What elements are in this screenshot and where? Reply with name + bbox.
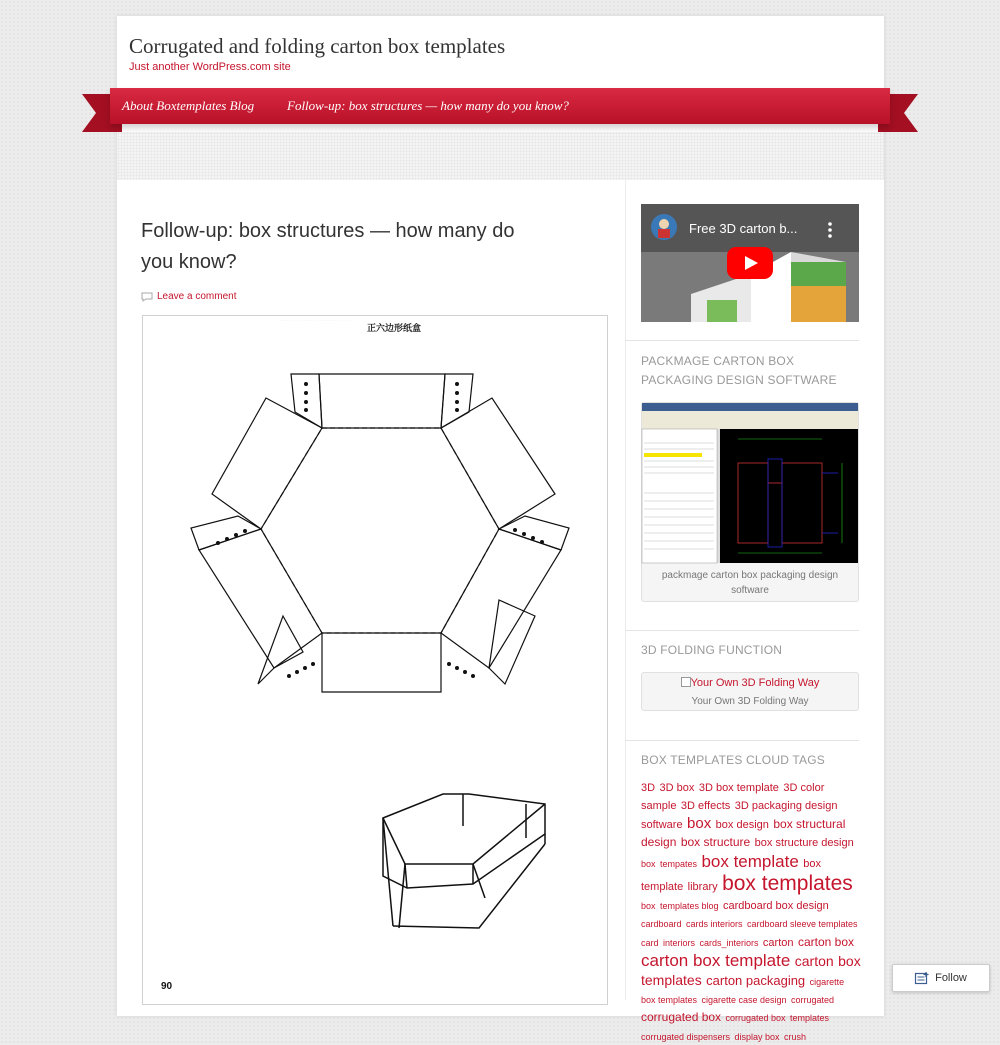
tag-link[interactable]: box structure	[680, 835, 751, 850]
nav-item-about[interactable]: About Boxtemplates Blog	[122, 98, 255, 113]
folding-image-link[interactable]	[642, 677, 858, 689]
more-options-icon[interactable]	[827, 222, 833, 238]
post-title[interactable]: Follow-up: box structures — how many do you know?	[141, 220, 515, 273]
youtube-video-embed[interactable]	[641, 204, 859, 322]
tag-link[interactable]: 3D color sample	[641, 782, 825, 813]
folding-caption: Your Own 3D Folding Way	[691, 696, 809, 707]
nav-ribbon	[82, 88, 918, 132]
follow-icon	[915, 972, 929, 984]
tag-link[interactable]: cards_interiors	[699, 937, 759, 948]
packmage-widget-title: PACKMAGE CARTON BOX PACKAGING DESIGN SOFTWARE	[641, 354, 837, 387]
site-title[interactable]: Corrugated and folding carton box templates	[129, 34, 506, 58]
tag-link[interactable]: box template	[701, 851, 799, 871]
tag-link[interactable]: carton	[794, 953, 834, 970]
tag-link[interactable]: 3D box template	[698, 782, 779, 794]
comment-row	[141, 291, 237, 302]
tags-widget-title: BOX TEMPLATES CLOUD TAGS	[641, 753, 825, 767]
tag-link[interactable]: card	[641, 937, 659, 948]
tag-link[interactable]: crush	[784, 1031, 807, 1042]
tag-link[interactable]: library	[687, 880, 718, 893]
sidebar-divider	[625, 180, 626, 1000]
widget-separator	[625, 340, 859, 341]
tag-link[interactable]: cigarette case design	[701, 995, 787, 1006]
tag-link[interactable]: corrugated	[791, 995, 835, 1006]
tag-link[interactable]: carton packaging	[706, 972, 806, 988]
folding-card	[641, 672, 859, 711]
tag-link[interactable]: 3D box	[659, 782, 695, 794]
tag-link[interactable]: cigarette box templates	[641, 976, 845, 1006]
comment-icon	[141, 292, 153, 302]
leave-comment-link[interactable]: Leave a comment	[157, 291, 237, 302]
nav-item-follow-up[interactable]: Follow-up: box structures — how many do you know?	[287, 98, 569, 113]
tag-link[interactable]: templates	[790, 1013, 830, 1024]
figure-page-number: 90	[161, 981, 173, 992]
play-icon[interactable]	[727, 247, 773, 279]
folding-widget-title: 3D FOLDING FUNCTION	[641, 643, 783, 657]
packmage-software-screenshot[interactable]	[642, 403, 858, 563]
tag-link[interactable]: box template	[641, 857, 821, 893]
channel-avatar[interactable]	[651, 214, 677, 240]
figure-title: 正六边形纸盒	[367, 324, 422, 334]
tag-link[interactable]: carton	[762, 936, 794, 949]
nav-bar	[110, 88, 890, 124]
tag-link[interactable]: box templates	[722, 871, 853, 895]
site-description: Just another WordPress.com site	[129, 61, 291, 73]
box-diagram-figure	[142, 315, 608, 1005]
tag-link[interactable]: 3D packaging design software	[641, 800, 838, 831]
tag-link[interactable]: carton box	[797, 934, 854, 949]
tag-link[interactable]: box structure design	[754, 837, 854, 850]
tag-link[interactable]: cardboard sleeve templates	[746, 919, 858, 930]
tag-link[interactable]: carton box template	[641, 951, 791, 971]
tag-link[interactable]: box	[687, 814, 712, 832]
packmage-card	[641, 402, 859, 602]
widget-separator	[625, 740, 859, 741]
header-texture	[117, 132, 884, 180]
tag-link[interactable]: corrugated box	[641, 1010, 722, 1025]
figure-header-text: · · · · · · · · · · · · · · · · · · · · · · · · · · · · · · · · · · · · · · · ·	[278, 318, 351, 322]
tag-link[interactable]: box	[641, 858, 656, 869]
tag-link[interactable]: cardboard	[641, 919, 682, 930]
hexagon-box-dieline	[143, 316, 609, 1006]
tag-link[interactable]: box templates	[641, 953, 861, 988]
tag-link[interactable]: interiors	[662, 937, 695, 948]
follow-label[interactable]: Follow	[935, 972, 967, 984]
tag-link[interactable]: box	[641, 901, 656, 912]
tag-link[interactable]: templates blog	[659, 901, 719, 912]
folding-image-alt[interactable]: Your Own 3D Folding Way	[690, 677, 820, 689]
follow-button[interactable]	[892, 964, 990, 992]
tag-link[interactable]: corrugated box	[725, 1013, 786, 1024]
tag-link[interactable]: corrugated dispensers	[641, 1031, 731, 1042]
tag-cloud	[641, 778, 861, 1045]
tag-link[interactable]: 3D effects	[680, 800, 731, 813]
tag-link[interactable]: display box	[734, 1031, 780, 1042]
video-title[interactable]: Free 3D carton b...	[689, 221, 798, 236]
broken-image-icon	[681, 677, 691, 687]
tag-link[interactable]: tempates	[659, 858, 697, 869]
tag-link[interactable]: 3D	[641, 782, 656, 794]
tag-link[interactable]: box structural design	[641, 816, 846, 850]
tag-link[interactable]: cards interiors	[685, 919, 743, 930]
tag-link[interactable]: cardboard box design	[722, 900, 829, 913]
packmage-caption: packmage carton box packaging design software	[661, 570, 839, 596]
widget-separator	[625, 630, 859, 631]
tag-link[interactable]: box design	[715, 818, 769, 831]
